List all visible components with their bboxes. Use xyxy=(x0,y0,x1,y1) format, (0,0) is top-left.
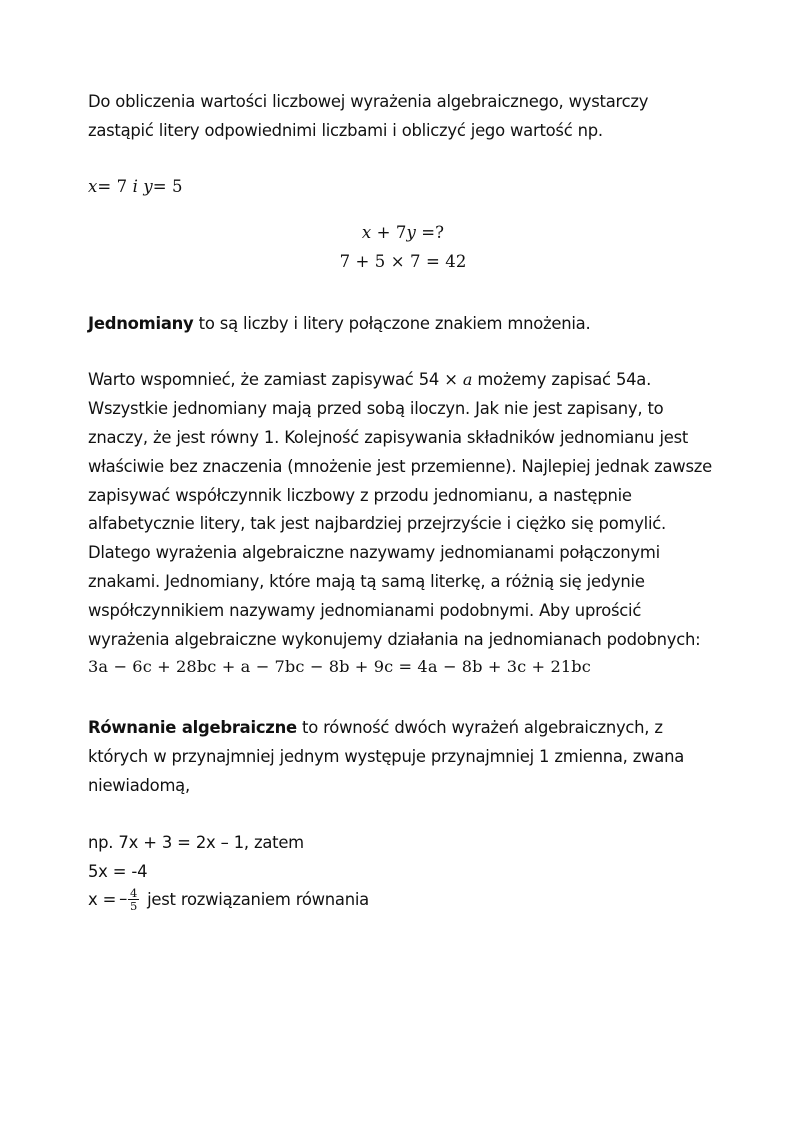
solution-minus-sign: – xyxy=(119,889,128,909)
example-solve-line-1: np. 7x + 3 = 2x – 1, zatem xyxy=(88,832,304,852)
expression-operator: + 7 xyxy=(371,222,407,242)
explanation-paragraph xyxy=(88,366,718,654)
example-solve-line-2: 5x = -4 xyxy=(88,861,148,881)
expression-var-x: x xyxy=(361,222,372,242)
example-solve-line-3 xyxy=(88,886,718,915)
given-values-line xyxy=(88,174,718,200)
worked-example-line-2: 7 + 5 × 7 = 42 xyxy=(339,251,467,271)
expression-var-y-real: y xyxy=(406,222,416,242)
spacer xyxy=(88,276,718,310)
given-y-value: = 5 xyxy=(152,176,183,196)
variable-x: x xyxy=(88,176,98,196)
monomials-definition-text: to są liczby i litery połączone znakiem mnożenia. xyxy=(193,313,591,333)
monomials-definition xyxy=(88,310,718,339)
explanation-first-line xyxy=(88,366,718,395)
fraction-numerator: 4 xyxy=(130,886,138,901)
fraction-denominator: 5 xyxy=(130,899,138,914)
given-x-value: = 7 xyxy=(97,176,133,196)
spacer xyxy=(88,801,718,829)
example-solve-block xyxy=(88,829,718,915)
fraction-four-fifths xyxy=(128,887,139,912)
explanation-after-var: możemy zapisać 54a. xyxy=(472,370,652,390)
spacer xyxy=(88,200,718,218)
intro-paragraph xyxy=(88,88,718,146)
expression-question: =? xyxy=(415,222,445,242)
spacer xyxy=(88,146,718,174)
algebraic-equation-definition-text: to równość dwóch wyrażeń algebraicznych, z których w przynajmniej jednym występuje przynajmniej 1 zmienna, zwana niewiadomą, xyxy=(88,718,685,795)
simplification-equation xyxy=(88,654,718,680)
explanation-body: Wszystkie jednomiany mają przed sobą iloczyn. Jak nie jest zapisany, to znaczy, że jest równy 1. Kolejność zapisywania składników jednomianu jest właściwie bez znaczenia (mnożenie jest przemienne). Najlepiej jednak zawsze zapisywać współczynnik liczbowy z przodu jednomianu, a następnie alfabetycznie litery, tak jest najbardziej przejrzyście i ciężko się pomylić. Dlatego wyrażenia algebraiczne nazywamy jednomianami połączonymi znakami. Jednomiany, które mają tą samą literkę, a różnią się jedynie współczynnikiem nazywamy jednomianami podobnymi. Aby uprościć wyrażenia algebraiczne wykonujemy działania na jednomianach podobnych: xyxy=(88,399,712,649)
worked-example-line-1 xyxy=(88,218,718,247)
variable-y: y xyxy=(143,176,153,196)
spacer xyxy=(88,680,718,714)
solution-prefix: x = xyxy=(88,890,117,910)
algebraic-equation-definition xyxy=(88,714,718,800)
document-content xyxy=(88,88,718,915)
solution-suffix: jest rozwiązaniem równania xyxy=(147,890,369,910)
algebraic-equation-term: Równanie algebraiczne xyxy=(88,718,297,738)
worked-example-block xyxy=(88,218,718,276)
explanation-before-var: Warto wspomnieć, że zamiast zapisywać 54 × xyxy=(88,370,463,390)
conjunction-i: i xyxy=(132,176,144,196)
inline-variable-a: a xyxy=(462,370,473,390)
intro-line-2: zastąpić litery odpowiednimi liczbami i obliczyć jego wartość np. xyxy=(88,120,603,140)
monomials-term: Jednomiany xyxy=(88,313,194,333)
simplification-equation-text: 3a − 6c + 28bc + a − 7bc − 8b + 9c = 4a − 8b + 3c + 21bc xyxy=(88,657,591,677)
spacer xyxy=(88,338,718,366)
intro-line-1: Do obliczenia wartości liczbowej wyrażenia algebraicznego, wystarczy xyxy=(88,92,649,111)
